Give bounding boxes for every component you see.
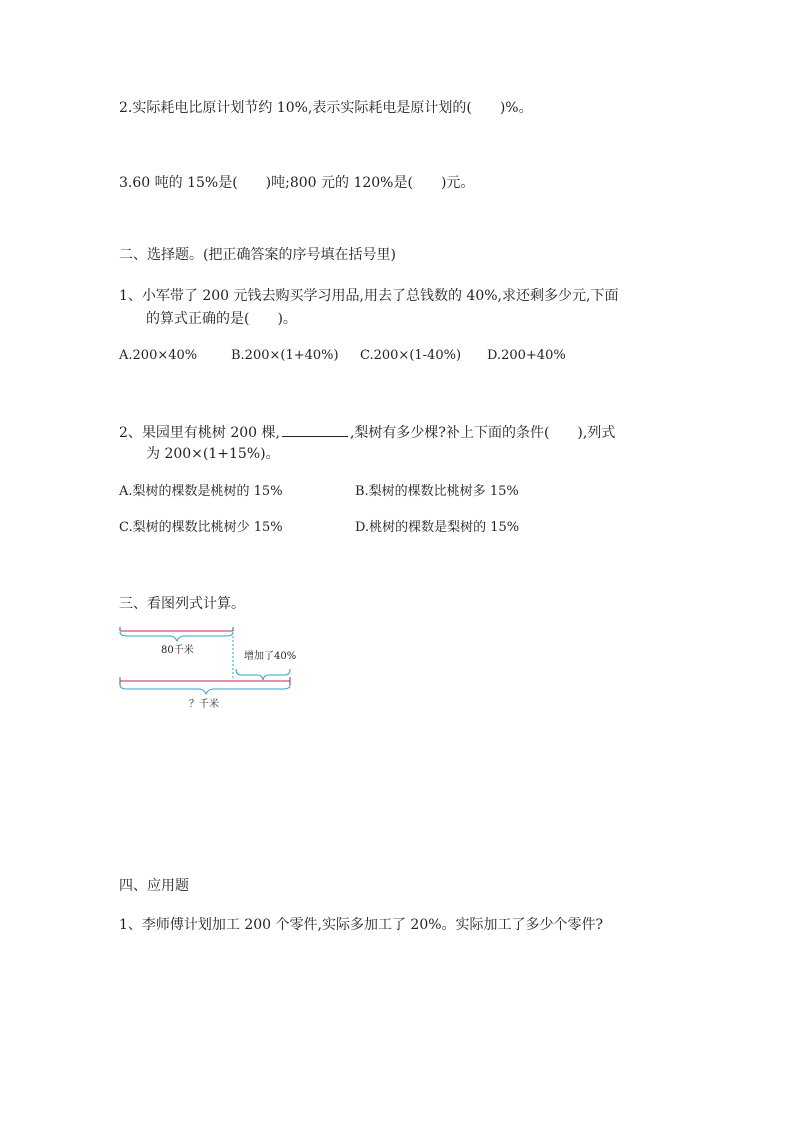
total-segment-brace: [120, 685, 290, 694]
choice-question-2-line-1: [119, 422, 615, 443]
original-segment-brace: [120, 632, 233, 641]
choice-2-option-d: D.桃树的棵数是梨树的 15%: [355, 520, 520, 535]
choice-question-2-line-2: 为 200×(1+15%)。: [146, 446, 280, 462]
section-4-heading: 四、应用题: [119, 878, 189, 894]
question-3-fill-blank: 3.60 吨的 15%是( )吨;800 元的 120%是( )元。: [119, 175, 475, 191]
section-2-heading: 二、选择题。(把正确答案的序号填在括号里): [119, 247, 396, 263]
total-length-label: ？千米: [189, 699, 219, 710]
choice-2-option-c: C.梨树的棵数比桃树少 15%: [119, 520, 283, 535]
choice-question-2-text-b: ,梨树有多少棵?补上下面的条件( ),列式: [349, 425, 616, 441]
answer-blank-line: [282, 422, 348, 437]
choice-question-1-line-2: 的算式正确的是( )。: [146, 311, 297, 327]
choice-question-2-text-a: 2、果园里有桃树 200 棵,: [119, 425, 280, 441]
section-3-heading: 三、看图列式计算。: [119, 596, 245, 612]
increase-brace: [236, 669, 290, 680]
original-length-label: 80千米: [161, 645, 194, 656]
choice-1-option-d: D.200+40%: [487, 348, 566, 363]
choice-2-option-a: A.梨树的棵数是桃树的 15%: [119, 484, 283, 499]
choice-1-option-a: A.200×40%: [119, 348, 198, 363]
choice-question-1-line-1: 1、小军带了 200 元钱去购买学习用品,用去了总钱数的 40%,求还剩多少元,下面: [119, 288, 619, 304]
question-2-fill-blank: 2.实际耗电比原计划节约 10%,表示实际耗电是原计划的( )%。: [119, 100, 533, 116]
application-question-1: 1、李师傅计划加工 200 个零件,实际多加工了 20%。实际加工了多少个零件?: [119, 917, 604, 933]
line-segment-diagram: [115, 622, 305, 717]
increase-label: 增加了40%: [244, 651, 297, 662]
choice-1-option-c: C.200×(1-40%): [360, 348, 462, 363]
choice-1-option-b: B.200×(1+40%): [231, 348, 339, 363]
choice-2-option-b: B.梨树的棵数比桃树多 15%: [355, 484, 519, 499]
